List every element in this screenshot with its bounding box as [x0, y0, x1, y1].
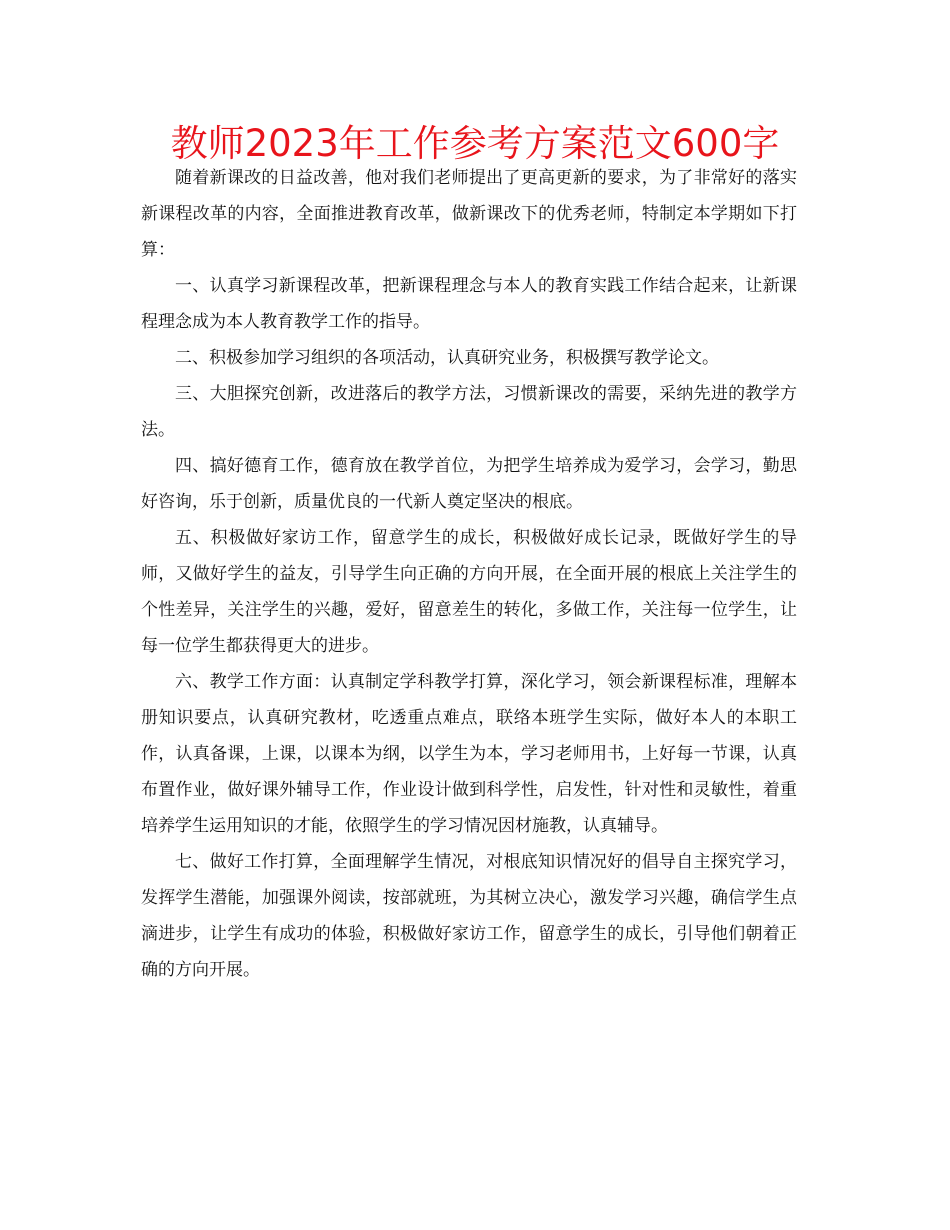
paragraph-intro: 随着新课改的日益改善，他对我们老师提出了更高更新的要求，为了非常好的落实新课程改革的内容，全面推进教育改革，做新课改下的优秀老师，特制定本学期如下打算：: [141, 168, 797, 260]
paragraph-item-3: 三、大胆探究创新，改进落后的教学方法，习惯新课改的需要，采纳先进的教学方法。: [141, 384, 797, 440]
document-title: 教师2023年工作参考方案范文600字: [170, 122, 780, 165]
paragraph-item-1: 一、认真学习新课程改革，把新课程理念与本人的教育实践工作结合起来，让新课程理念成为本人教育教学工作的指导。: [141, 276, 797, 332]
paragraph-item-6: 六、教学工作方面：认真制定学科教学打算，深化学习，领会新课程标准，理解本册知识要点，认真研究教材，吃透重点难点，联络本班学生实际，做好本人的本职工作，认真备课，上课，以课本为纲，以学生为本，学习老师用书，上好每一节课，认真布置作业，做好课外辅导工作，作业设计做到科学性，启发性，针对性和灵敏性，着重培养学生运用知识的才能，依照学生的学习情况因材施教，认真辅导。: [141, 672, 797, 836]
paragraph-item-7: 七、做好工作打算，全面理解学生情况，对根底知识情况好的倡导自主探究学习，发挥学生潜能，加强课外阅读，按部就班，为其树立决心，激发学习兴趣，确信学生点滴进步，让学生有成功的体验，积极做好家访工作，留意学生的成长，引导他们朝着正确的方向开展。: [141, 852, 797, 980]
paragraph-item-4: 四、搞好德育工作，德育放在教学首位，为把学生培养成为爱学习，会学习，勤思好咨询，乐于创新，质量优良的一代新人奠定坚决的根底。: [141, 456, 797, 512]
paragraph-item-2: 二、积极参加学习组织的各项活动，认真研究业务，积极撰写教学论文。: [175, 348, 719, 368]
document-body: [141, 160, 797, 988]
paragraph-item-5: 五、积极做好家访工作，留意学生的成长，积极做好成长记录，既做好学生的导师，又做好学生的益友，引导学生向正确的方向开展，在全面开展的根底上关注学生的个性差异，关注学生的兴趣，爱好，留意差生的转化，多做工作，关注每一位学生，让每一位学生都获得更大的进步。: [141, 528, 797, 656]
